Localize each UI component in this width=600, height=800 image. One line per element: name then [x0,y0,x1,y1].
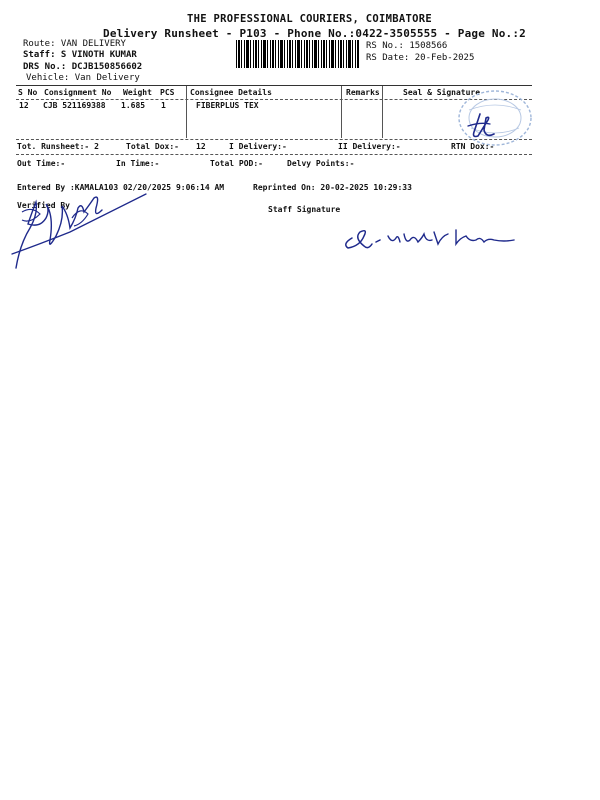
total-dox-label: Total Dox:- [126,142,179,151]
summary-rule [16,154,532,155]
ii-delivery: II Delivery:- [338,142,401,151]
col-seal-signature: Seal & Signature [403,88,481,97]
i-delivery: I Delivery:- [229,142,287,151]
table-divider [341,86,342,138]
col-sno: S No [18,88,38,97]
recipient-signature [460,108,500,144]
col-weight: Weight [123,88,152,97]
rs-number: RS No.: 1508566 [366,41,448,51]
company-name: THE PROFESSIONAL COURIERS, COIMBATORE [187,13,432,25]
total-dox-value: 12 [196,142,206,151]
table-divider [186,86,187,138]
staff-signature-label: Staff Signature [268,205,341,214]
delvy-points: Delvy Points:- [287,159,355,168]
route-label: Route: VAN DELIVERY [23,39,126,49]
tot-runsheet: Tot. Runsheet:- 2 [17,142,99,151]
entered-by: Entered By :KAMALA103 02/20/2025 9:06:14 AM [17,183,225,192]
out-time: Out Time:- [17,159,66,168]
total-pod: Total POD:- [210,159,263,168]
vehicle-label: Vehicle: Van Delivery [26,73,140,83]
verifier-signature [10,184,150,276]
col-pcs: PCS [160,88,175,97]
cell-weight: 1.685 [121,101,146,110]
staff-signature [338,220,528,254]
cell-sno: 12 [19,101,29,110]
table-top-rule [16,85,532,86]
runsheet-title: Delivery Runsheet - P103 - Phone No.:0422-3505555 - Page No.:2 [103,27,526,40]
col-consignee: Consignee Details [190,88,272,97]
cell-consignment: CJB 521169388 [43,101,106,110]
col-consignment: Consignment No [44,88,112,97]
table-divider [382,86,383,138]
rtn-dox: RTN Dox:- [451,142,495,151]
staff-label: Staff: S VINOTH KUMAR [23,50,137,60]
drs-number: DRS No.: DCJB150856602 [23,62,143,72]
rs-date: RS Date: 20-Feb-2025 [366,53,475,63]
in-time: In Time:- [116,159,160,168]
verified-by-label: Verified By [17,201,70,210]
cell-pcs: 1 [161,101,166,110]
reprinted-on: Reprinted On: 20-02-2025 10:29:33 [253,183,412,192]
cell-consignee: FIBERPLUS TEX [196,101,259,110]
barcode [236,40,360,68]
col-remarks: Remarks [346,88,380,97]
